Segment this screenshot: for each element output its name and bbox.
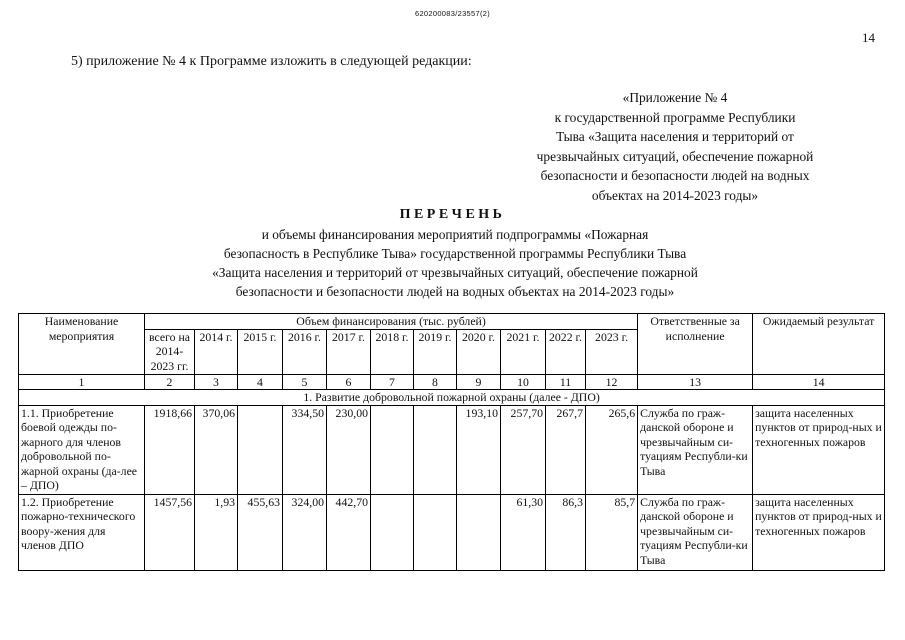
row-responsible: Служба по граж-данской обороне и чрезвычайным си-туациям Республи-ки Тыва [638,405,753,494]
subtitle-line: «Защита населения и территорий от чрезвычайных ситуаций, обеспечение пожарной [212,265,698,280]
row-year-value [238,405,283,494]
financing-table [18,313,885,571]
annex-heading [520,88,830,205]
row-year-value: 455,63 [238,494,283,570]
header-year: 2016 г. [283,329,327,374]
header-name: Наименование мероприятия [19,314,145,375]
table-row [19,405,885,494]
header-year: 2020 г. [457,329,501,374]
annex-line: «Приложение № 4 [622,90,728,105]
row-year-value [457,494,501,570]
header-year: 2019 г. [414,329,457,374]
col-number: 2 [145,374,195,390]
header-total: всего на 2014-2023 гг. [145,329,195,374]
row-total: 1918,66 [145,405,195,494]
row-year-value: 1,93 [195,494,238,570]
row-name: 1.2. Приобретение пожарно-технического воору-жения для членов ДПО [19,494,145,570]
list-title: ПЕРЕЧЕНЬ [399,207,506,222]
col-number: 14 [753,374,885,390]
row-year-value: 265,6 [586,405,638,494]
row-name: 1.1. Приобретение боевой одежды по-жарного для членов добровольной по-жарной охраны (да-лее – ДПО) [19,405,145,494]
col-number: 9 [457,374,501,390]
row-year-value: 370,06 [195,405,238,494]
subtitle-line: и объемы финансирования мероприятий подпрограммы «Пожарная [261,227,649,242]
header-volume: Объем финансирования (тыс. рублей) [145,314,638,330]
row-year-value [414,494,457,570]
col-number: 1 [19,374,145,390]
header-year: 2017 г. [327,329,371,374]
header-year: 2023 г. [586,329,638,374]
row-year-value [414,405,457,494]
list-subtitle [150,225,760,301]
header-year: 2018 г. [371,329,414,374]
header-responsible: Ответственные за исполнение [638,314,753,375]
annex-line: Тыва «Защита населения и территорий от [556,129,794,144]
table-row [19,494,885,570]
row-year-value: 267,7 [546,405,586,494]
col-number: 6 [327,374,371,390]
row-result: защита населенных пунктов от природ-ных и техногенных пожаров [753,494,885,570]
row-year-value [371,494,414,570]
header-result: Ожидаемый результат [753,314,885,375]
section-title: 1. Развитие добровольной пожарной охраны (далее - ДПО) [19,390,885,406]
row-responsible: Служба по граж-данской обороне и чрезвычайным си-туациям Республи-ки Тыва [638,494,753,570]
annex-line: к государственной программе Республики [554,109,796,125]
row-year-value: 61,30 [501,494,546,570]
header-year: 2021 г. [501,329,546,374]
header-year: 2015 г. [238,329,283,374]
col-number: 10 [501,374,546,390]
row-year-value: 85,7 [586,494,638,570]
row-total: 1457,56 [145,494,195,570]
intro-text: 5) приложение № 4 к Программе изложить в следующей редакции: [71,54,472,69]
col-number: 11 [546,374,586,390]
annex-line: чрезвычайных ситуаций, обеспечение пожарной [536,148,814,164]
col-number: 13 [638,374,753,390]
row-year-value: 193,10 [457,405,501,494]
document-id: 620200083/23557(2) [414,9,491,18]
row-result: защита населенных пунктов от природ-ных и техногенных пожаров [753,405,885,494]
page-number: 14 [862,30,875,45]
row-year-value: 334,50 [283,405,327,494]
subtitle-line: безопасности и безопасности людей на водных объектах на 2014-2023 годы» [235,284,675,299]
row-year-value: 324,00 [283,494,327,570]
row-year-value: 442,70 [327,494,371,570]
annex-line: объектах на 2014-2023 годы» [591,187,759,203]
header-year: 2022 г. [546,329,586,374]
row-year-value [371,405,414,494]
header-year: 2014 г. [195,329,238,374]
annex-line: безопасности и безопасности людей на водных [540,168,810,183]
col-number: 8 [414,374,457,390]
col-number: 12 [586,374,638,390]
col-number: 3 [195,374,238,390]
row-year-value: 257,70 [501,405,546,494]
col-number: 4 [238,374,283,390]
subtitle-line: безопасность в Республике Тыва» государственной программы Республики Тыва [223,246,687,261]
row-year-value: 86,3 [546,494,586,570]
col-number: 5 [283,374,327,390]
row-year-value: 230,00 [327,405,371,494]
col-number: 7 [371,374,414,390]
